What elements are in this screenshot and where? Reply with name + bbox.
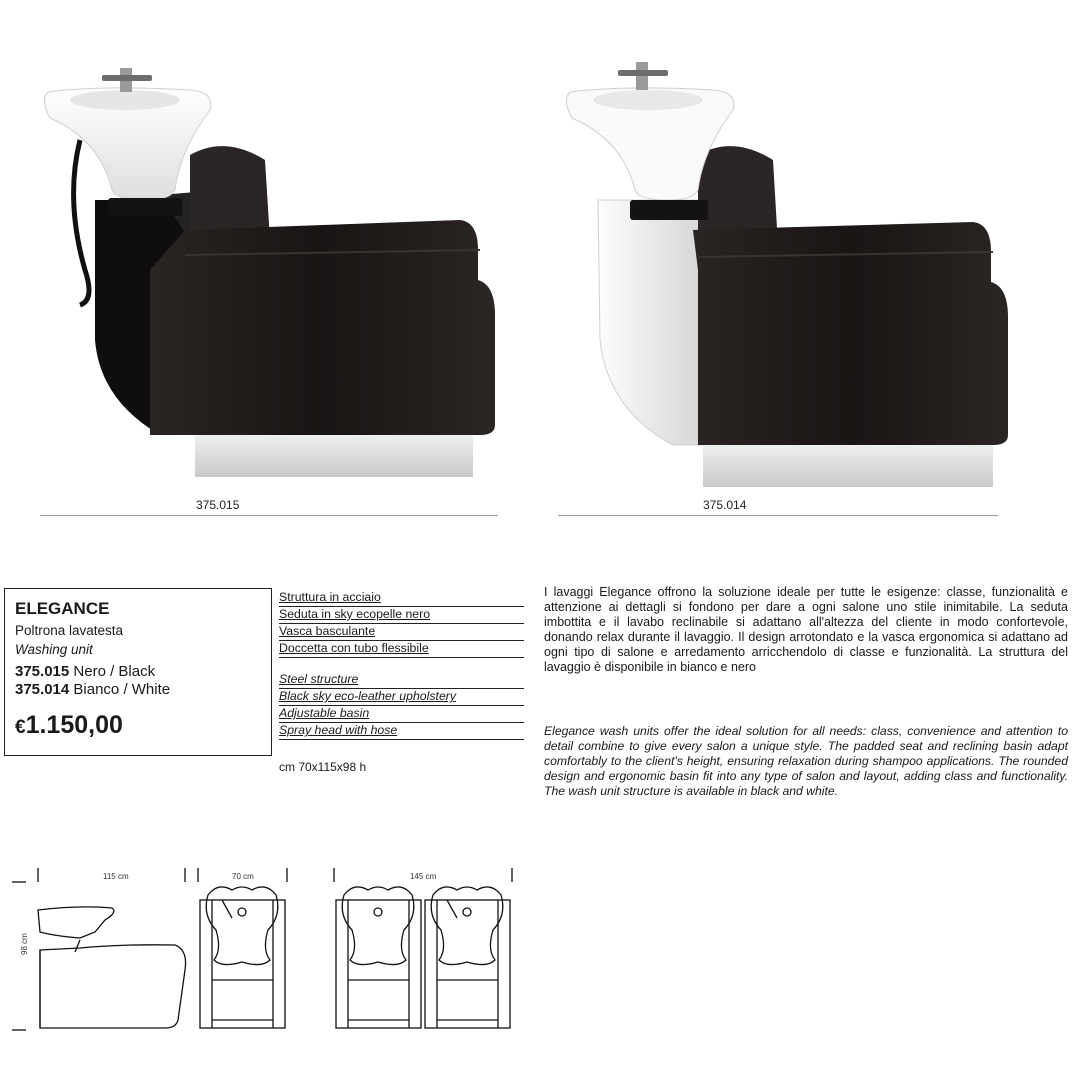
variant-black — [15, 663, 261, 681]
product-photo-black — [40, 40, 500, 495]
feature-item: Adjustable basin — [279, 706, 524, 723]
feature-item: Vasca basculante — [279, 624, 524, 641]
product-subtitle-en: Washing unit — [15, 642, 93, 657]
feature-item: Seduta in sky ecopelle nero — [279, 607, 524, 624]
feature-item: Black sky eco-leather upholstery — [279, 689, 524, 706]
variant-label: Bianco / White — [73, 681, 171, 698]
price-currency: € — [15, 717, 26, 738]
feature-item: Struttura in acciaio — [279, 590, 524, 607]
price-amount: 1.150,00 — [25, 711, 123, 739]
product-price — [15, 711, 261, 740]
dimension-front-width: 70 cm — [232, 872, 254, 881]
product-dimensions: cm 70x115x98 h — [279, 760, 367, 774]
photo-divider-white — [558, 515, 998, 516]
variant-label: Nero / Black — [73, 663, 156, 680]
product-info-box — [4, 588, 272, 756]
product-subtitle-it: Poltrona lavatesta — [15, 623, 124, 638]
photo-code-white: 375.014 — [703, 498, 747, 512]
technical-drawings — [0, 860, 540, 1060]
variant-code: 375.015 — [15, 663, 70, 680]
description-en: Elegance wash units offer the ideal solution for all needs: class, convenience and attention to detail combine to give every salon a unique style. The padded seat and reclining basin adapt comfortably to the client's height, ensuring relaxation during shampoo applications. The rounded design and ergonomic basin fit into any type of salon and layout, adding class and functionality. The wash unit structure is available in black and white. — [544, 724, 1068, 798]
feature-item: Spray head with hose — [279, 723, 524, 740]
technical-drawings-svg — [0, 860, 540, 1060]
photo-divider-black — [40, 515, 498, 516]
dimension-double-width: 145 cm — [410, 872, 437, 881]
feature-list-it — [279, 590, 524, 658]
product-name: ELEGANCE — [15, 599, 110, 618]
feature-list-en — [279, 672, 524, 740]
photo-code-black: 375.015 — [196, 498, 240, 512]
wash-unit-black-image — [40, 40, 500, 495]
feature-item: Doccetta con tubo flessibile — [279, 641, 524, 658]
description-it: I lavaggi Elegance offrono la soluzione ideale per tutte le esigenze: classe, funzionalità e attenzione ai dettagli si fondono per dare a ogni salone uno stile inimitabile. La seduta imbottita e il lavabo reclinabile si adattano all'altezza del cliente in modo confortevole, donando relax durante il lavaggio. Il design arrotondato e la vasca ergonomica si adattano ad ogni tipo di salone e arredamento arricchendolo di classe e funzionalità. La struttura del lavaggio è disponibile in bianco e nero — [544, 585, 1068, 674]
dimension-side-width: 115 cm — [103, 872, 129, 881]
dimension-height: 98 cm — [20, 933, 29, 955]
feature-item: Steel structure — [279, 672, 524, 689]
variant-white — [15, 681, 261, 699]
variant-code: 375.014 — [15, 681, 70, 698]
wash-unit-white-image — [558, 40, 1018, 495]
product-photo-white — [558, 40, 1018, 495]
